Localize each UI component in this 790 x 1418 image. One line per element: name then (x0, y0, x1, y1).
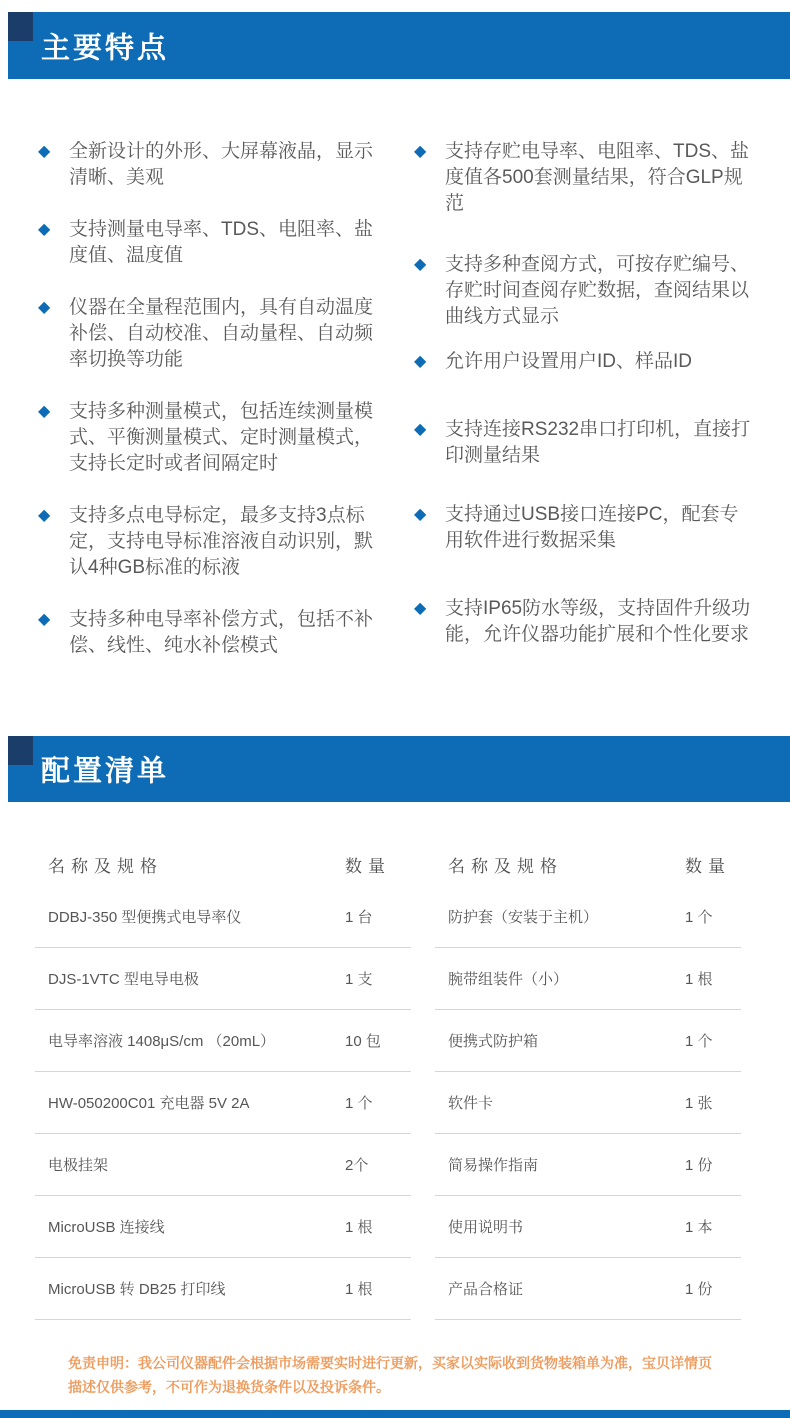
feature-text: 全新设计的外形、大屏幕液晶，显示清晰、美观 (69, 141, 374, 188)
diamond-bullet-icon: ◆ (414, 256, 427, 273)
feature-item (414, 417, 780, 469)
feature-item (38, 607, 394, 659)
feature-text: 支持多种查阅方式，可按存贮编号、存贮时间查阅存贮数据，查阅结果以曲线方式显示 (445, 254, 750, 327)
feature-item (38, 139, 394, 191)
feature-text: 仪器在全量程范围内，具有自动温度补偿、自动校准、自动量程、自动频率切换等功能 (69, 297, 374, 370)
feature-text: 支持多点电导标定，最多支持3点标定，支持电导标准溶液自动识别，默认4种GB标准的标液 (69, 505, 374, 578)
item-name: 产品合格证 (448, 1281, 524, 1298)
table-row (435, 1196, 741, 1258)
feature-text: 支持测量电导率、TDS、电阻率、盐度值、温度值 (69, 219, 374, 266)
table-row (435, 1258, 741, 1320)
table-row (35, 948, 411, 1010)
feature-item (38, 503, 394, 581)
diamond-bullet-icon: ◆ (38, 143, 51, 160)
item-qty: 1 支 (345, 971, 373, 988)
feature-text: 支持多种测量模式，包括连续测量模式、平衡测量模式、定时测量模式，支持长定时或者间隔定时 (69, 401, 374, 474)
item-name: 电导率溶液 1408μS/cm （20mL） (48, 1033, 276, 1050)
table-row (35, 1258, 411, 1320)
item-name: MicroUSB 转 DB25 打印线 (48, 1281, 226, 1298)
feature-item (414, 139, 780, 217)
item-name: HW-050200C01 充电器 5V 2A (48, 1095, 250, 1112)
column-header-name: 名称及规格 (48, 856, 163, 876)
footer-bar (0, 1410, 790, 1418)
table-body (435, 886, 741, 1320)
feature-item (414, 502, 780, 554)
table-row (35, 1072, 411, 1134)
corner-accent (8, 736, 33, 765)
diamond-bullet-icon: ◆ (38, 611, 51, 628)
feature-item (414, 349, 780, 375)
item-qty: 1 本 (685, 1219, 713, 1236)
item-qty: 2个 (345, 1157, 369, 1174)
table-row (435, 1010, 741, 1072)
feature-item (38, 295, 394, 373)
item-qty: 1 根 (685, 971, 713, 988)
feature-text: 支持通过USB接口连接PC，配套专用软件进行数据采集 (445, 504, 739, 551)
item-name: MicroUSB 连接线 (48, 1219, 165, 1236)
feature-text: 支持存贮电导率、电阻率、TDS、盐度值各500套测量结果，符合GLP规范 (445, 141, 750, 214)
feature-text: 支持IP65防水等级，支持固件升级功能，允许仪器功能扩展和个性化要求 (445, 598, 751, 645)
table-row (435, 1072, 741, 1134)
item-qty: 1 份 (685, 1281, 713, 1298)
disclaimer-text: 免责申明：我公司仪器配件会根据市场需要实时进行更新，买家以实际收到货物装箱单为准，宝贝详情页描述仅供参考，不可作为退换货条件以及投诉条件。 (68, 1355, 712, 1395)
item-name: 软件卡 (448, 1095, 494, 1112)
diamond-bullet-icon: ◆ (414, 506, 427, 523)
item-qty: 1 张 (685, 1095, 713, 1112)
diamond-bullet-icon: ◆ (38, 507, 51, 524)
item-name: 简易操作指南 (448, 1157, 539, 1174)
item-qty: 1 个 (345, 1095, 373, 1112)
item-name: DJS-1VTC 型电导电极 (48, 971, 199, 988)
table-row (435, 948, 741, 1010)
item-qty: 1 个 (685, 909, 713, 926)
item-qty: 1 份 (685, 1157, 713, 1174)
feature-item (414, 596, 780, 648)
item-qty: 1 个 (685, 1033, 713, 1050)
features-column-right (414, 139, 780, 648)
item-name: 防护套（安装于主机） (448, 909, 599, 926)
corner-accent (8, 12, 33, 41)
column-header-name: 名称及规格 (448, 856, 563, 876)
column-header-qty: 数量 (685, 856, 731, 876)
item-qty: 1 台 (345, 909, 373, 926)
diamond-bullet-icon: ◆ (38, 403, 51, 420)
feature-text: 支持多种电导率补偿方式，包括不补偿、线性、纯水补偿模式 (69, 609, 374, 656)
config-section-title: 配置清单 (41, 755, 170, 788)
table-header-row (35, 842, 411, 886)
table-row (435, 886, 741, 948)
table-row (35, 1010, 411, 1072)
table-row (435, 1134, 741, 1196)
item-name: 腕带组装件（小） (448, 971, 569, 988)
diamond-bullet-icon: ◆ (414, 600, 427, 617)
table-row (35, 1196, 411, 1258)
diamond-bullet-icon: ◆ (414, 421, 427, 438)
diamond-bullet-icon: ◆ (414, 353, 427, 370)
table-row (35, 1134, 411, 1196)
item-name: 电极挂架 (48, 1157, 109, 1174)
config-table-right (435, 842, 741, 1320)
item-qty: 1 根 (345, 1219, 373, 1236)
feature-item (414, 252, 780, 330)
item-name: 便携式防护箱 (448, 1033, 539, 1050)
table-header-row (435, 842, 741, 886)
column-header-qty: 数量 (345, 856, 391, 876)
feature-text: 允许用户设置用户ID、样品ID (445, 351, 693, 372)
feature-item (38, 217, 394, 269)
config-section-header (8, 736, 790, 802)
features-column-left (38, 139, 394, 685)
config-table-left (35, 842, 411, 1320)
feature-item (38, 399, 394, 477)
features-section-header (8, 12, 790, 79)
table-body (35, 886, 411, 1320)
item-qty: 1 根 (345, 1281, 373, 1298)
diamond-bullet-icon: ◆ (38, 299, 51, 316)
diamond-bullet-icon: ◆ (38, 221, 51, 238)
features-section-title: 主要特点 (41, 32, 170, 64)
item-qty: 10 包 (345, 1033, 381, 1050)
diamond-bullet-icon: ◆ (414, 143, 427, 160)
feature-text: 支持连接RS232串口打印机，直接打印测量结果 (445, 419, 751, 466)
table-row (35, 886, 411, 948)
item-name: 使用说明书 (448, 1219, 524, 1236)
item-name: DDBJ-350 型便携式电导率仪 (48, 909, 242, 926)
